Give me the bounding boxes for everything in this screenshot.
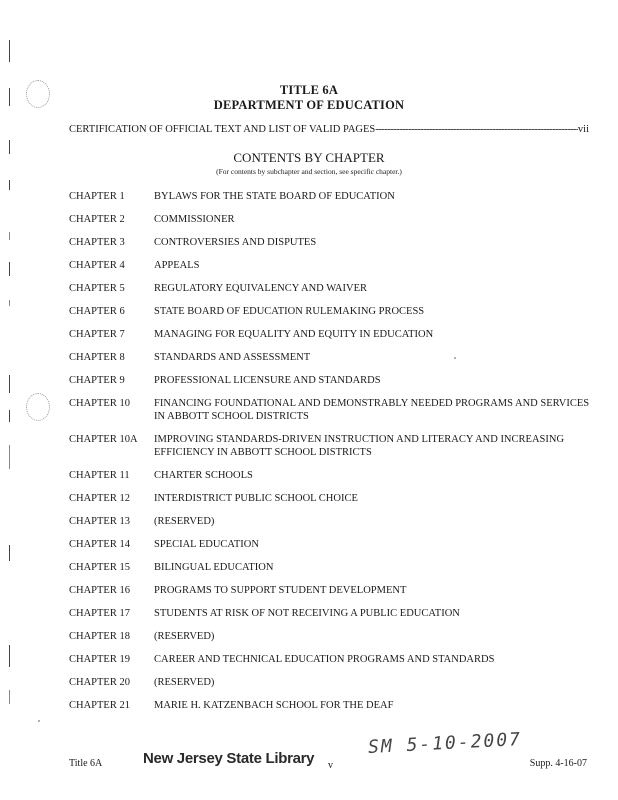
chapter-row <box>69 236 599 249</box>
page-number: v <box>328 760 333 771</box>
chapter-number: CHAPTER 16 <box>69 585 130 596</box>
chapter-title: STATE BOARD OF EDUCATION RULEMAKING PROCESS <box>154 306 425 317</box>
chapter-number: CHAPTER 6 <box>69 306 125 317</box>
chapter-row <box>69 538 599 551</box>
chapter-number: CHAPTER 8 <box>69 352 125 363</box>
chapter-number: CHAPTER 2 <box>69 214 125 225</box>
chapter-number: CHAPTER 20 <box>69 677 130 688</box>
margin-mark <box>9 40 10 62</box>
chapter-row <box>69 515 599 528</box>
chapter-title: REGULATORY EQUIVALENCY AND WAIVER <box>154 283 368 294</box>
chapter-title: BYLAWS FOR THE STATE BOARD OF EDUCATION <box>154 191 395 202</box>
margin-mark <box>9 262 10 276</box>
chapter-title: APPEALS <box>154 260 200 271</box>
chapter-title: PROGRAMS TO SUPPORT STUDENT DEVELOPMENT <box>154 585 407 596</box>
chapter-number: CHAPTER 4 <box>69 260 125 271</box>
chapter-number: CHAPTER 9 <box>69 375 125 386</box>
chapter-number: CHAPTER 12 <box>69 493 130 504</box>
chapter-title: CONTROVERSIES AND DISPUTES <box>154 237 317 248</box>
margin-mark <box>9 445 10 469</box>
chapter-title: FINANCING FOUNDATIONAL AND DEMONSTRABLY NEEDED PROGRAMS AND SERVICES IN ABBOTT SCHOOL DISTRICTS <box>154 398 590 422</box>
margin-mark <box>9 645 10 667</box>
margin-mark <box>9 375 10 393</box>
chapter-row <box>69 699 599 712</box>
chapter-row <box>69 259 599 272</box>
chapter-title: IMPROVING STANDARDS-DRIVEN INSTRUCTION AND LITERACY AND INCREASING EFFICIENCY IN ABBOTT SCHOOL DISTRICTS <box>154 434 565 458</box>
margin-mark <box>9 410 10 422</box>
chapter-number: CHAPTER 7 <box>69 329 125 340</box>
chapter-number: CHAPTER 21 <box>69 700 130 711</box>
contents-note: (For contents by subchapter and section, see specific chapter.) <box>216 167 402 176</box>
margin-mark <box>9 690 10 704</box>
chapter-row <box>69 213 599 226</box>
document-title: TITLE 6A <box>279 83 339 97</box>
chapter-title: COMMISSIONER <box>154 214 235 225</box>
chapter-row <box>69 374 599 387</box>
chapter-row <box>69 492 599 505</box>
chapter-row <box>69 190 599 203</box>
chapter-row <box>69 282 599 295</box>
certification-text: CERTIFICATION OF OFFICIAL TEXT AND LIST OF VALID PAGES <box>69 124 376 135</box>
chapter-title: MARIE H. KATZENBACH SCHOOL FOR THE DEAF <box>154 700 394 711</box>
chapter-title: (RESERVED) <box>154 677 215 688</box>
chapter-row <box>69 630 599 643</box>
chapter-title: (RESERVED) <box>154 631 215 642</box>
chapter-number: CHAPTER 13 <box>69 516 130 527</box>
supplement-date: Supp. 4-16-07 <box>529 758 587 769</box>
chapter-row <box>69 397 599 423</box>
chapter-number: CHAPTER 15 <box>69 562 130 573</box>
margin-mark <box>9 180 10 190</box>
chapter-row <box>69 469 599 482</box>
chapter-number: CHAPTER 1 <box>69 191 125 202</box>
chapter-title: CHARTER SCHOOLS <box>154 470 253 481</box>
chapter-row <box>69 676 599 689</box>
chapter-row <box>69 351 599 364</box>
chapter-number: CHAPTER 11 <box>69 470 130 481</box>
chapter-list <box>69 190 599 722</box>
chapter-title: STANDARDS AND ASSESSMENT <box>154 352 311 363</box>
chapter-row <box>69 433 599 459</box>
handwritten-annotation: SM 5-10-2007 <box>367 728 523 759</box>
chapter-title: INTERDISTRICT PUBLIC SCHOOL CHOICE <box>154 493 358 504</box>
punch-hole <box>26 393 50 421</box>
footer-title: Title 6A <box>69 758 103 769</box>
certification-page: vii <box>577 124 589 135</box>
chapter-title: MANAGING FOR EQUALITY AND EQUITY IN EDUCATION <box>154 329 434 340</box>
department-heading: DEPARTMENT OF EDUCATION <box>213 98 405 112</box>
contents-heading: CONTENTS BY CHAPTER <box>233 150 385 165</box>
margin-mark <box>9 545 10 561</box>
library-stamp: New Jersey State Library <box>143 750 315 767</box>
chapter-title: BILINGUAL EDUCATION <box>154 562 274 573</box>
chapter-number: CHAPTER 18 <box>69 631 130 642</box>
chapter-title: CAREER AND TECHNICAL EDUCATION PROGRAMS AND STANDARDS <box>154 654 495 665</box>
chapter-row <box>69 607 599 620</box>
chapter-title: STUDENTS AT RISK OF NOT RECEIVING A PUBLIC EDUCATION <box>154 608 460 619</box>
chapter-row <box>69 653 599 666</box>
chapter-title: PROFESSIONAL LICENSURE AND STANDARDS <box>154 375 381 386</box>
chapter-row <box>69 328 599 341</box>
chapter-row <box>69 561 599 574</box>
chapter-number: CHAPTER 17 <box>69 608 130 619</box>
chapter-row <box>69 584 599 597</box>
chapter-number: CHAPTER 14 <box>69 539 130 550</box>
margin-mark <box>9 232 10 240</box>
chapter-number: CHAPTER 3 <box>69 237 125 248</box>
margin-mark <box>9 300 10 306</box>
certification-line <box>69 124 589 135</box>
chapter-number: CHAPTER 5 <box>69 283 125 294</box>
chapter-number: CHAPTER 10A <box>69 434 138 445</box>
chapter-row <box>69 305 599 318</box>
chapter-title: SPECIAL EDUCATION <box>154 539 259 550</box>
scan-speck <box>38 720 40 722</box>
chapter-title: (RESERVED) <box>154 516 215 527</box>
leader-dashes <box>375 124 578 135</box>
chapter-number: CHAPTER 19 <box>69 654 130 665</box>
chapter-number: CHAPTER 10 <box>69 398 130 409</box>
